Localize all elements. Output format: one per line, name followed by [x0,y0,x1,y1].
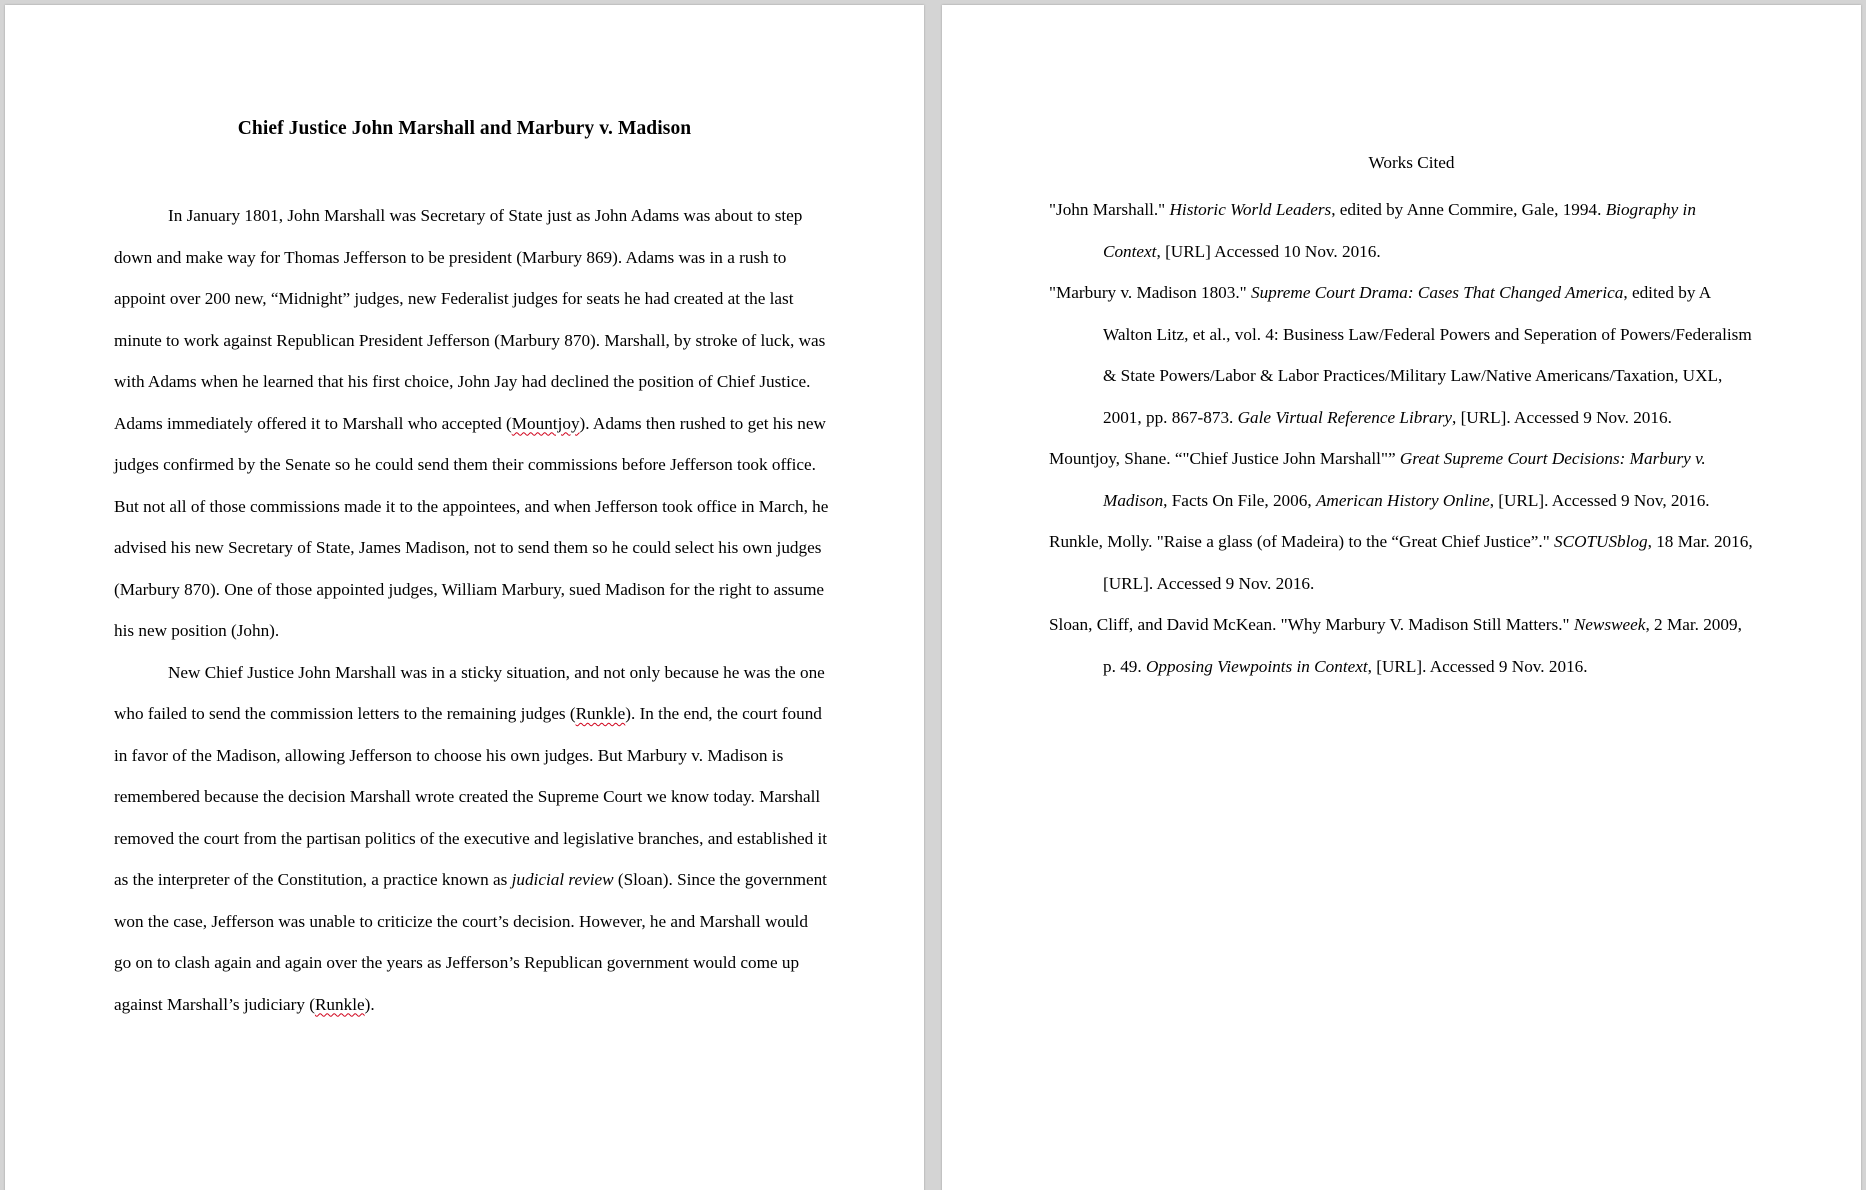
paragraph-2-text-b: ). In the end, the court found in favor of the Madison, allowing Jefferson to choose his own judges. But Marbury v. Madison is remembered because the decision Marshall wrote created the Supreme Court we know today. Marshall removed the court from the partisan politics of the executive and legislative branches, and established it as the interpreter of the Constitution, a practice known as [114,704,828,889]
paragraph-1 [114,195,829,652]
works-cited-list[interactable] [1049,189,1757,687]
misspelled-word-runkle-2[interactable]: Runkle [314,994,365,1014]
citation-text: Mountjoy, Shane. “"Chief Justice John Marshall"” [1049,449,1400,468]
works-cited-heading: Works Cited [1368,153,1455,172]
essay-body[interactable] [114,195,829,1025]
citation-entry [1049,438,1757,521]
citation-text: , [URL]. Accessed 9 Nov. 2016. [1451,407,1672,427]
essay-title: Chief Justice John Marshall and Marbury v. Madison [237,118,692,139]
citation-database-title: Biography in Context [1103,200,1696,261]
citation-text: , [URL]. Accessed 9 Nov. 2016. [1367,656,1588,676]
citation-source-title: Great Supreme Court Decisions: Marbury v. Madison [1103,449,1706,510]
paragraph-2-text-d: ). [364,994,375,1014]
citation-text: , 2 Mar. 2009, p. 49. [1103,615,1742,676]
citation-text: , Facts On File, 2006, [1163,490,1316,510]
document-page-1[interactable] [5,5,924,1190]
italic-term-judicial-review: judicial review [511,870,614,889]
citation-source-title: Newsweek [1573,615,1646,634]
misspelled-word-runkle[interactable]: Runkle [575,704,626,723]
citation-source-title: SCOTUSblog [1554,532,1648,551]
citation-database-title: Opposing Viewpoints in Context [1145,656,1368,676]
citation-database-title: American History Online [1315,490,1490,510]
citation-entry [1049,272,1757,438]
citation-entry [1049,521,1757,604]
paragraph-2 [114,652,829,1026]
citation-text: Sloan, Cliff, and David McKean. "Why Marbury V. Madison Still Matters." [1049,615,1574,634]
citation-source-title: Historic World Leaders [1169,200,1332,219]
citation-database-title: Gale Virtual Reference Library [1237,407,1452,427]
citation-text: , edited by Anne Commire, Gale, 1994. [1331,200,1606,219]
citation-text: , edited by A Walton Litz, et al., vol. 4: Business Law/Federal Powers and Seperation of Powers/Federalism & State Powers/Labor & Labor Practices/Military Law/Native Americans/Taxation, UXL, 2001, pp. 867-873. [1103,283,1752,427]
citation-source-title: Supreme Court Drama: Cases That Changed America [1250,283,1624,302]
citation-entry [1049,189,1757,272]
paragraph-1-text-b: ). Adams then rushed to get his new judges confirmed by the Senate so he could send them their commissions before Jefferson took office. But not all of those commissions made it to the appointees, and when Jefferson took office in March, he advised his new Secretary of State, James Madison, not to send them so he could select his own judges (Marbury 870). One of those appointed judges, William Marbury, sued Madison for the right to assume his new position (John). [114,413,829,640]
paragraph-2-text-c: (Sloan). Since the government won the case, Jefferson was unable to criticize the court’s decision. However, he and Marshall would go on to clash again and again over the years as Jefferson’s Republican government would come up against Marshall’s judiciary ( [114,870,827,1014]
citation-text: Runkle, Molly. "Raise a glass (of Madeira) to the “Great Chief Justice”." [1049,532,1555,551]
citation-text: , [URL]. Accessed 9 Nov, 2016. [1489,490,1710,510]
citation-text: "Marbury v. Madison 1803." [1049,283,1251,302]
citation-entry [1049,604,1757,687]
misspelled-word-mountjoy[interactable]: Mountjoy [511,413,580,433]
paragraph-1-text-a: In January 1801, John Marshall was Secretary of State just as John Adams was about to step down and make way for Thomas Jefferson to be president (Marbury 869). Adams was in a rush to appoint over 200 new, “Midnight” judges, new Federalist judges for seats he had created at the last minute to work against Republican President Jefferson (Marbury 870). Marshall, by stroke of luck, was with Adams when he learned that his first choice, John Jay had declined the position of Chief Justice. Adams immediately offered it to Marshall who accepted ( [114,206,826,433]
citation-text: , 18 Mar. 2016, [URL]. Accessed 9 Nov. 2016. [1103,532,1753,593]
citation-text: , [URL] Accessed 10 Nov. 2016. [1156,241,1381,261]
paragraph-2-text-a: New Chief Justice John Marshall was in a sticky situation, and not only because he was the one who failed to send the commission letters to the remaining judges ( [114,662,825,723]
citation-text: "John Marshall." [1049,200,1170,219]
document-page-2[interactable] [942,5,1861,1190]
